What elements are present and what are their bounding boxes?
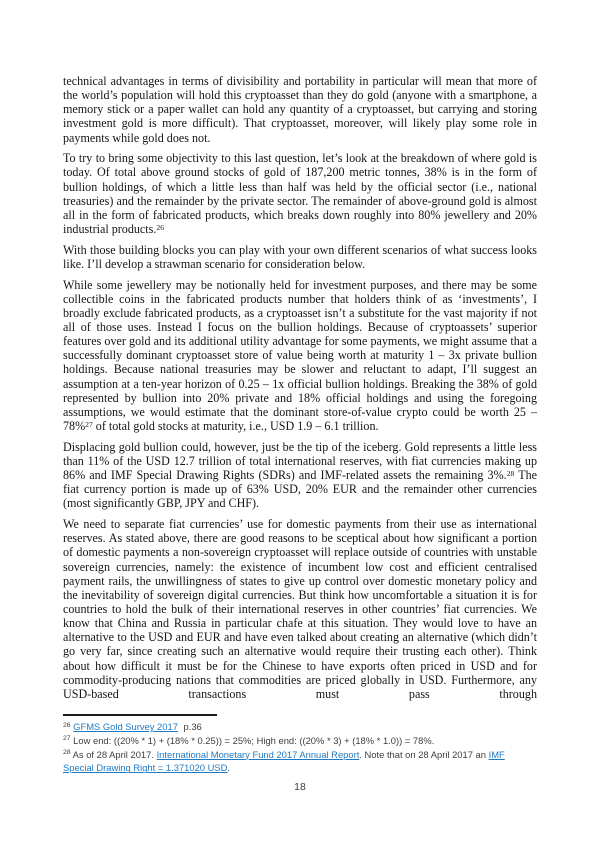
paragraph-4-text: While some jewellery may be notionally held for investment purposes, and there may be some collectible coins in the fabricated products number that holders think of as ‘investments’, I broadly exclude fabricated products, as a cryptoasset isn’t a substitute for the vast majority if not all of those uses. Instead I focus on the bullion holdings. Because of cryptoassets’ superior features over gold and its additional utility advantage for some payments, we might assume that a successfully dominant cryptoasset store of value being worth at maturity 1 – 3x private bullion holdings. Because national treasuries may be slower and reluctant to adapt, I’ll suggest an assumption at a ten-year horizon of 0.25 – 1x official bullion holdings. Breaking the 38% of gold represented by bullion into 20% private and 18% official holdings and using the foregoing assumptions, we would estimate that the dominant store-of-value crypto could be worth 25 – 78% [63, 277, 537, 434]
paragraph-3: With those building blocks you can play with your own different scenarios of what success looks like. I’ll develop a strawman scenario for consideration below. [63, 242, 537, 271]
footnote-26 [63, 720, 537, 734]
paragraph-4-text-after: of total gold stocks at maturity, i.e., USD 1.9 – 6.1 trillion. [92, 419, 379, 434]
gfms-gold-survey-link[interactable]: GFMS Gold Survey 2017 [73, 721, 178, 732]
footnote-ref-26[interactable]: 26 [156, 222, 164, 232]
footnotes-section [63, 714, 537, 775]
paragraph-5-text: Displacing gold bullion could, however, just be the tip of the iceberg. Gold represents a little less than 11% of the USD 12.7 trillion of total international reserves, with fiat currencies making up 86% and IMF Special Drawing Rights (SDRs) and IMF-related assets the remaining 3%. [63, 439, 537, 483]
imf-sdr-link[interactable]: IMF Special Drawing Right = 1.371020 USD [63, 748, 505, 774]
paragraph-2 [63, 151, 537, 236]
footnote-26-marker: 26 [63, 721, 71, 729]
footnote-ref-27[interactable]: 27 [85, 419, 93, 429]
paragraph-4 [63, 278, 537, 434]
footnote-28 [63, 748, 537, 776]
imf-annual-report-link[interactable]: International Monetary Fund 2017 Annual Report [156, 748, 360, 760]
page-number: 18 [294, 781, 306, 793]
footnote-ref-28[interactable]: 28 [506, 468, 515, 478]
footnote-27-text: Low end: ((20% * 1) + (18% * 0.25)) = 25%; High end: ((20% * 3) + (18% * 1.0)) = 78%. [73, 734, 435, 746]
paragraph-1: technical advantages in terms of divisibility and portability in particular will mean that more of the world’s population will hold this cryptoasset than they do gold (anyone with a smartphone, a memory stick or a paper wallet can hold any quantity of a cryptoasset, but carrying and storing investment gold is more difficult). That cryptoasset, moreover, will likely play some role in payments while gold does not. [63, 74, 537, 145]
footnote-28-marker: 28 [63, 749, 71, 757]
footnote-27 [63, 734, 537, 748]
footnote-28-text-mid: . Note that on 28 April 2017 an [359, 748, 489, 760]
footnote-28-text-end: . [227, 762, 231, 774]
footnote-separator [63, 714, 217, 716]
paragraph-6: We need to separate fiat currencies’ use for domestic payments from their use as international reserves. As stated above, there are good reasons to be sceptical about how significant a portion of domestic payments a non-sovereign cryptoasset will replace outside of countries with unstable sovereign currencies, namely: the existence of incumbent low cost and efficient centralised payment rails, the unwillingness of states to give up control over domestic monetary policy and the inevitability of sovereign digital currencies. But think how uncomfortable a situation it is for countries to hold the bulk of their international reserves in other countries’ fiat currencies. We know that China and Russia in particular chafe at this situation. They would love to have an alternative to the USD and EUR and have even talked about creating an alternative (which didn’t go very far, since creating such an alternative would require their trusting each other). Think about how difficult it must be for the Chinese to have exports often priced in USD and for commodity-producing nations that commodities are priced globally in USD. Furthermore, any USD-based transactions must pass through [63, 517, 537, 701]
footnote-27-marker: 27 [63, 735, 71, 743]
footnote-28-text: As of 28 April 2017. [72, 748, 157, 760]
body-text [63, 74, 537, 701]
paragraph-5 [63, 440, 537, 511]
footnote-26-text: p.36 [180, 721, 202, 732]
paragraph-5-text-after: The fiat currency portion is made up of 63% USD, 20% EUR and the remainder other currencies (most significantly GBP, JPY and CHF). [63, 468, 538, 511]
paragraph-2-text: To try to bring some objectivity to this last question, let’s look at the breakdown of where gold is today. Of total above ground stocks of gold of 187,200 metric tonnes, 38% is in the form of bullion holdings, of which a little less than half was held by the official sector (i.e., national treasuries) and the remainder by the private sector. The remainder of above-ground gold is almost all in the form of fabricated products, which breaks down roughly into 80% jewellery and 20% industrial products. [63, 151, 537, 237]
